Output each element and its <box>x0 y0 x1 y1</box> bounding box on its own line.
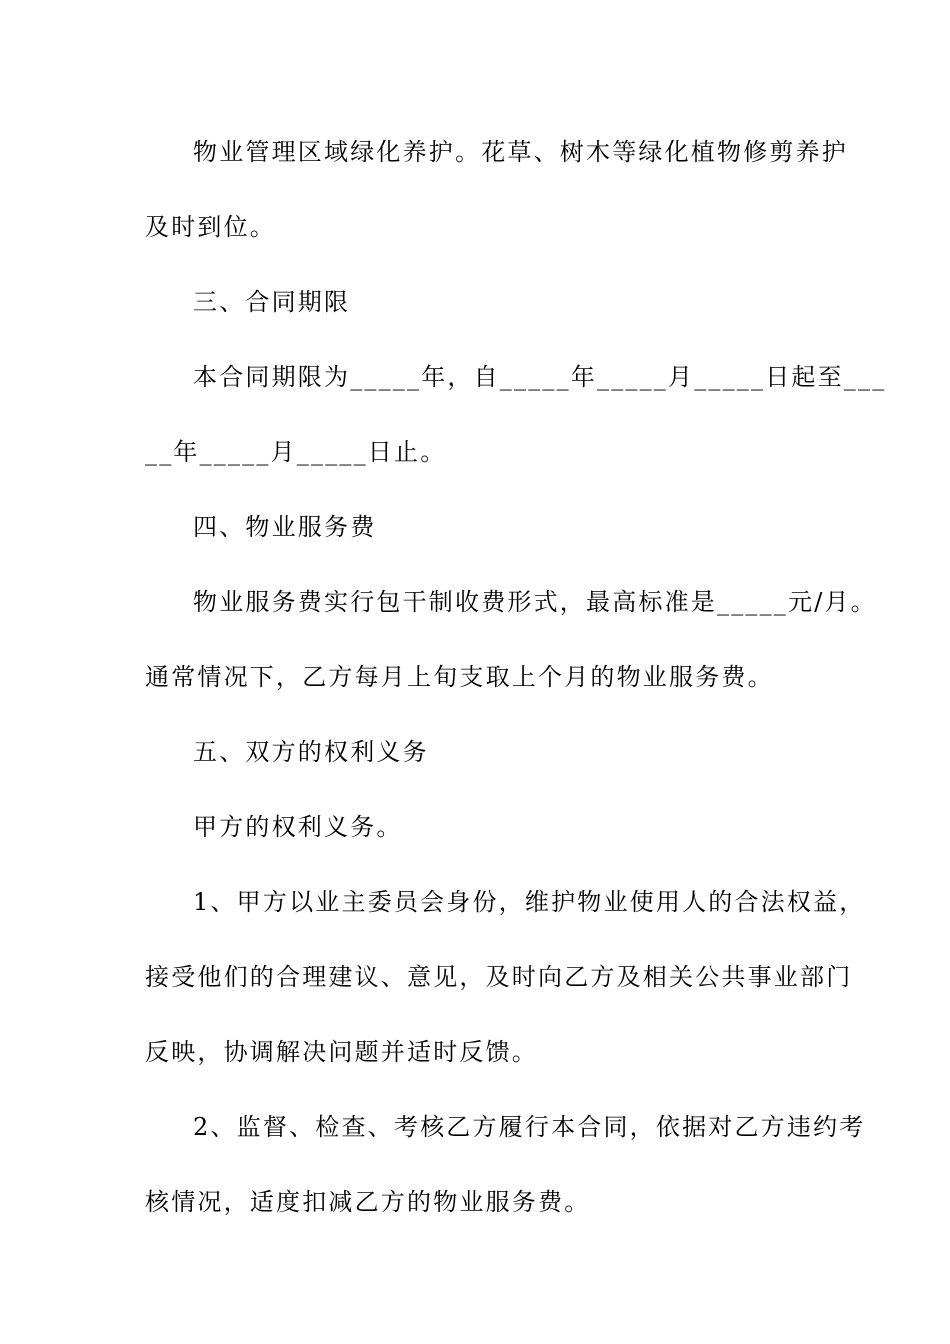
text-line: 2、监督、检查、考核乙方履行本合同，依据对乙方违约考 <box>193 1113 866 1141</box>
text-line: 及时到位。 <box>145 213 276 241</box>
text-line: __年_____月_____日止。 <box>145 438 447 466</box>
text-line: 通常情况下，乙方每月上旬支取上个月的物业服务费。 <box>145 663 774 691</box>
text-line: 物业管理区域绿化养护。花草、树木等绿化植物修剪养护 <box>193 138 848 166</box>
text-line: 反映，协调解决问题并适时反馈。 <box>145 1038 538 1066</box>
text-line: 本合同期限为_____年，自_____年_____月_____日起至___ <box>193 363 887 391</box>
text-line: 甲方的权利义务。 <box>193 813 403 841</box>
section-heading: 四、物业服务费 <box>193 513 377 541</box>
section-heading: 五、双方的权利义务 <box>193 738 429 766</box>
section-heading: 三、合同期限 <box>193 288 351 316</box>
text-line: 1、甲方以业主委员会身份，维护物业使用人的合法权益， <box>193 888 866 916</box>
text-line: 接受他们的合理建议、意见，及时向乙方及相关公共事业部门 <box>145 963 853 991</box>
text-line: 核情况，适度扣减乙方的物业服务费。 <box>145 1188 591 1216</box>
text-line: 物业服务费实行包干制收费形式，最高标准是_____元/月。 <box>193 588 877 616</box>
